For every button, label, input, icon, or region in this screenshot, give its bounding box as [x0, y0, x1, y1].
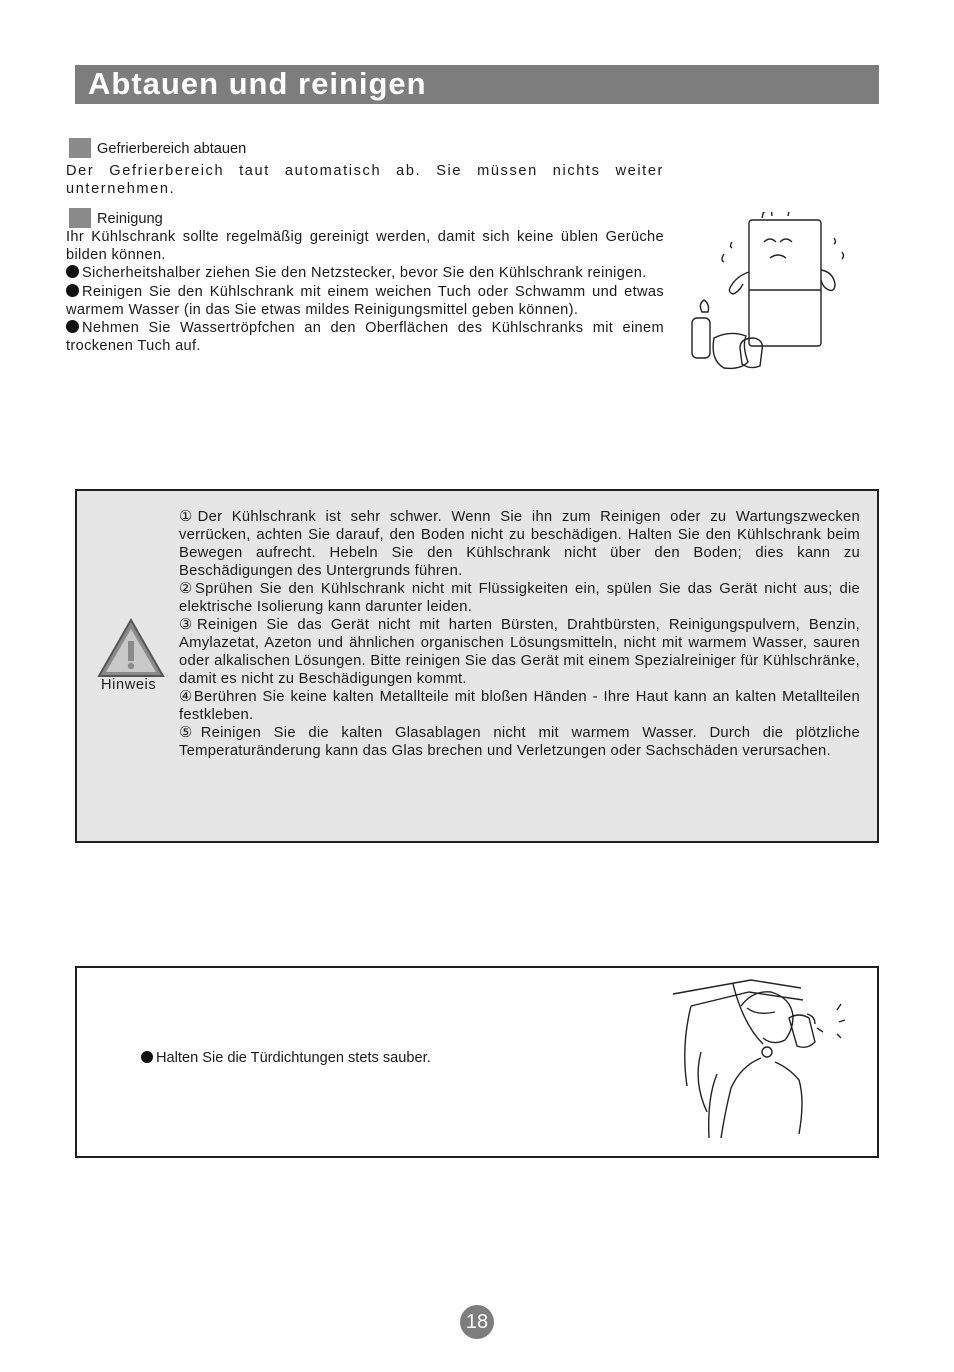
page-title: Abtauen und reinigen	[88, 66, 427, 101]
warning-triangle-icon	[96, 617, 166, 679]
cleaning-heading-text: Reinigung	[97, 210, 163, 227]
door-seal-cleaning-illustration	[671, 978, 871, 1150]
cleaning-bullet: Sicherheitshalber ziehen Sie den Netzstecker, bevor Sie den Kühlschrank reinigen.	[66, 264, 664, 282]
note-item: ③Reinigen Sie das Gerät nicht mit harten Bürsten, Drahtbürsten, Reinigungspulvern, Benzin, Amylazetat, Azeton und ähnlichen organischen Lösungsmitteln, nicht mit warmem Wasser, sauren oder alkalischen Lösungen. Bitte reinigen Sie das Gerät mit einem Spezialreiniger für Kühlschränke, damit es nicht zu Beschädigungen kommt.	[179, 617, 860, 687]
note-list	[179, 508, 860, 760]
seal-bullet: Halten Sie die Türdichtungen stets sauber.	[141, 1050, 431, 1066]
cleaning-intro: Ihr Kühlschrank sollte regelmäßig gereinigt werden, damit sich keine üblen Gerüche bilden können.	[66, 229, 664, 264]
note-item: ④Berühren Sie keine kalten Metallteile mit bloßen Händen - Ihre Haut kann an kalten Metallteilen festkleben.	[179, 689, 860, 723]
note-item: ②Sprühen Sie den Kühlschrank nicht mit Flüssigkeiten ein, spülen Sie das Gerät nicht aus; die elektrische Isolierung kann darunter leiden.	[179, 581, 860, 615]
fridge-cleaning-illustration	[684, 212, 854, 384]
cleaning-heading	[66, 208, 664, 228]
section-square-icon	[69, 138, 91, 158]
note-item: ①Der Kühlschrank ist sehr schwer. Wenn Sie ihn zum Reinigen oder zu Wartungszwecken verrücken, achten Sie darauf, den Boden nicht zu beschädigen. Halten Sie den Kühlschrank beim Bewegen aufrecht. Hebeln Sie den Kühlschrank nicht über den Boden; dies kann zu Beschädigungen des Untergrunds führen.	[179, 509, 860, 579]
cleaning-bullet: Reinigen Sie den Kühlschrank mit einem weichen Tuch oder Schwamm und etwas warmem Wasser (in das Sie etwas mildes Reinigungsmittel geben können).	[66, 283, 664, 318]
cleaning-bullet: Nehmen Sie Wassertröpfchen an den Oberflächen des Kühlschranks mit einem trockenen Tuch auf.	[66, 320, 664, 355]
defrost-text: Der Gefrierbereich taut automatisch ab. Sie müssen nichts weiter unternehmen.	[66, 163, 664, 198]
bullet-icon	[66, 320, 79, 333]
bullet-icon	[66, 265, 79, 278]
section-square-icon	[69, 208, 91, 228]
cleaning-section	[66, 208, 664, 355]
note-item: ⑤Reinigen Sie die kalten Glasablagen nicht mit warmem Wasser. Durch die plötzliche Temperaturänderung kann das Glas brechen und Verletzungen oder Sachschäden verursachen.	[179, 725, 860, 759]
title-bar	[75, 65, 879, 104]
hinweis-label: Hinweis	[101, 677, 157, 693]
bullet-icon	[141, 1051, 153, 1063]
hinweis-note-box	[75, 489, 879, 843]
defrost-heading-text: Gefrierbereich abtauen	[97, 140, 247, 157]
defrost-heading	[66, 138, 664, 158]
defrost-section	[66, 138, 664, 198]
bullet-icon	[66, 284, 79, 297]
door-seal-box	[75, 966, 879, 1158]
page-number-badge: 18	[460, 1305, 494, 1339]
